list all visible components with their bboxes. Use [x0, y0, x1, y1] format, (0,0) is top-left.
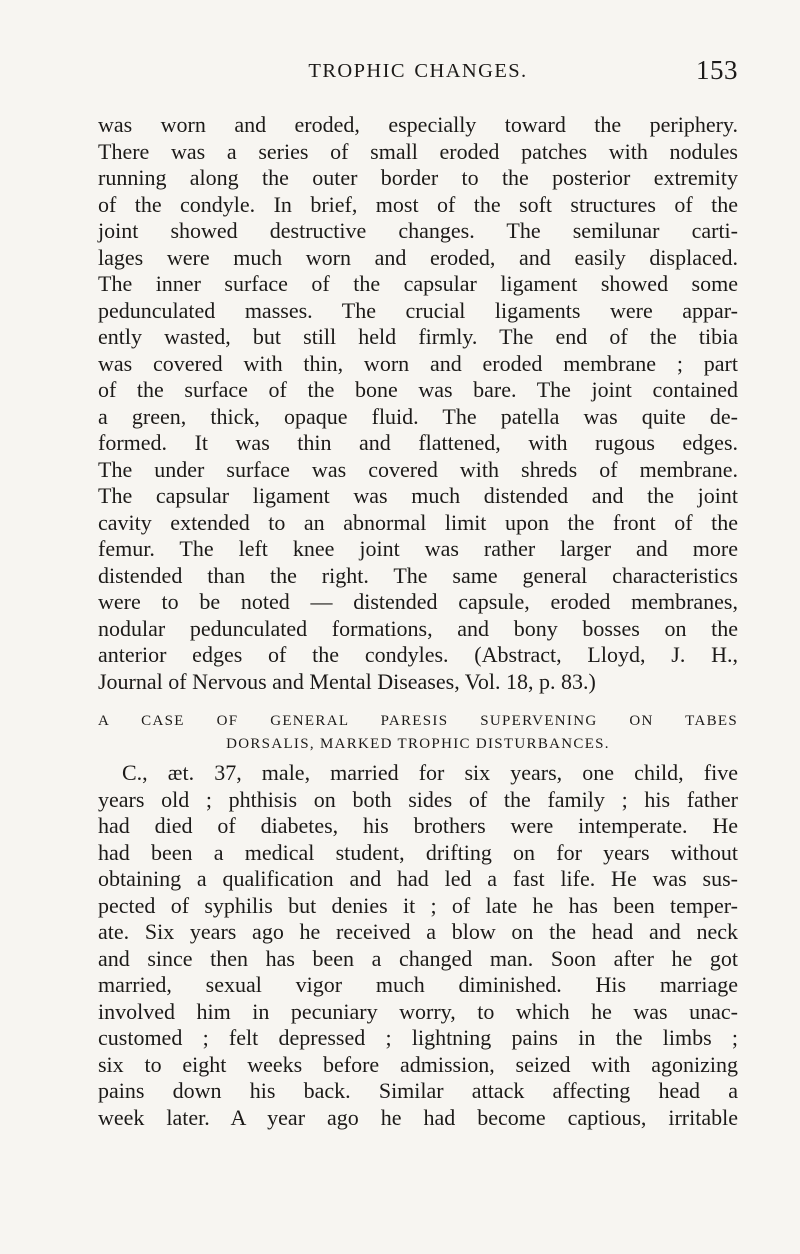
text-line: was worn and eroded, especially toward the periphery. [98, 112, 738, 137]
text-line: distended than the right. The same general characteristics [98, 562, 738, 588]
text-line: The inner surface of the capsular ligament showed some [98, 271, 738, 296]
text-line: C., æt. 37, male, married for six years, one child, five [122, 760, 738, 785]
text-line: obtaining a qualification and had led a fast life. He was sus- [98, 866, 738, 891]
text-line: of the surface of the bone was bare. The joint contained [98, 377, 738, 402]
text-line: joint showed destructive changes. The semilunar carti- [98, 218, 738, 243]
running-title: TROPHIC CHANGES. [308, 60, 528, 82]
text-line: There was a series of small eroded patches with nodules [98, 138, 738, 164]
text-line: a green, thick, opaque fluid. The patella was quite de- [98, 403, 738, 429]
text-line: lages were much worn and eroded, and easily displaced. [98, 244, 738, 270]
text-line: formed. It was thin and flattened, with rugous edges. [98, 430, 738, 455]
text-line: six to eight weeks before admission, seized with agonizing [98, 1051, 738, 1077]
text-line: involved him in pecuniary worry, to which he was unac- [98, 998, 738, 1024]
text-line: had been a medical student, drifting on for years without [98, 839, 738, 865]
text-line: was covered with thin, worn and eroded membrane ; part [98, 350, 738, 376]
text-line: were to be noted — distended capsule, eroded membranes, [98, 589, 738, 614]
text-line: of the condyle. In brief, most of the soft structures of the [98, 191, 738, 217]
section-heading-line: DORSALIS, MARKED TROPHIC DISTURBANCES. [226, 736, 610, 752]
text-line: pains down his back. Similar attack affecting head a [98, 1078, 738, 1103]
text-line: pedunculated masses. The crucial ligaments were appar- [98, 297, 738, 323]
text-line: nodular pedunculated formations, and bony bosses on the [98, 615, 738, 641]
text-line: femur. The left knee joint was rather larger and more [98, 536, 738, 561]
text-line: The under surface was covered with shreds of membrane. [98, 456, 738, 482]
text-line: The capsular ligament was much distended and the joint [98, 483, 738, 508]
text-line: ate. Six years ago he received a blow on the head and neck [98, 919, 738, 944]
text-line: Journal of Nervous and Mental Diseases, Vol. 18, p. 83.) [98, 668, 596, 694]
paragraph-case-history [98, 760, 738, 1131]
text-line: pected of syphilis but denies it ; of late he has been temper- [98, 892, 738, 918]
text-line: and since then has been a changed man. Soon after he got [98, 945, 738, 971]
text-line: customed ; felt depressed ; lightning pains in the limbs ; [98, 1025, 738, 1050]
text-line: running along the outer border to the posterior extremity [98, 165, 738, 190]
section-heading-line: A CASE OF GENERAL PARESIS SUPERVENING ON TABES [98, 713, 738, 729]
text-line: had died of diabetes, his brothers were intemperate. He [98, 813, 738, 838]
text-line: cavity extended to an abnormal limit upon the front of the [98, 509, 738, 535]
page-number: 153 [696, 55, 738, 85]
text-line: married, sexual vigor much diminished. His marriage [98, 972, 738, 997]
text-line: ently wasted, but still held firmly. The end of the tibia [98, 324, 738, 349]
running-head [98, 55, 738, 98]
text-line: week later. A year ago he had become captious, irritable [98, 1104, 738, 1130]
section-heading [98, 710, 738, 756]
text-line: anterior edges of the condyles. (Abstract, Lloyd, J. H., [98, 642, 738, 667]
paragraph-knee-joint-findings [98, 112, 738, 695]
text-line: years old ; phthisis on both sides of the family ; his father [98, 786, 738, 812]
